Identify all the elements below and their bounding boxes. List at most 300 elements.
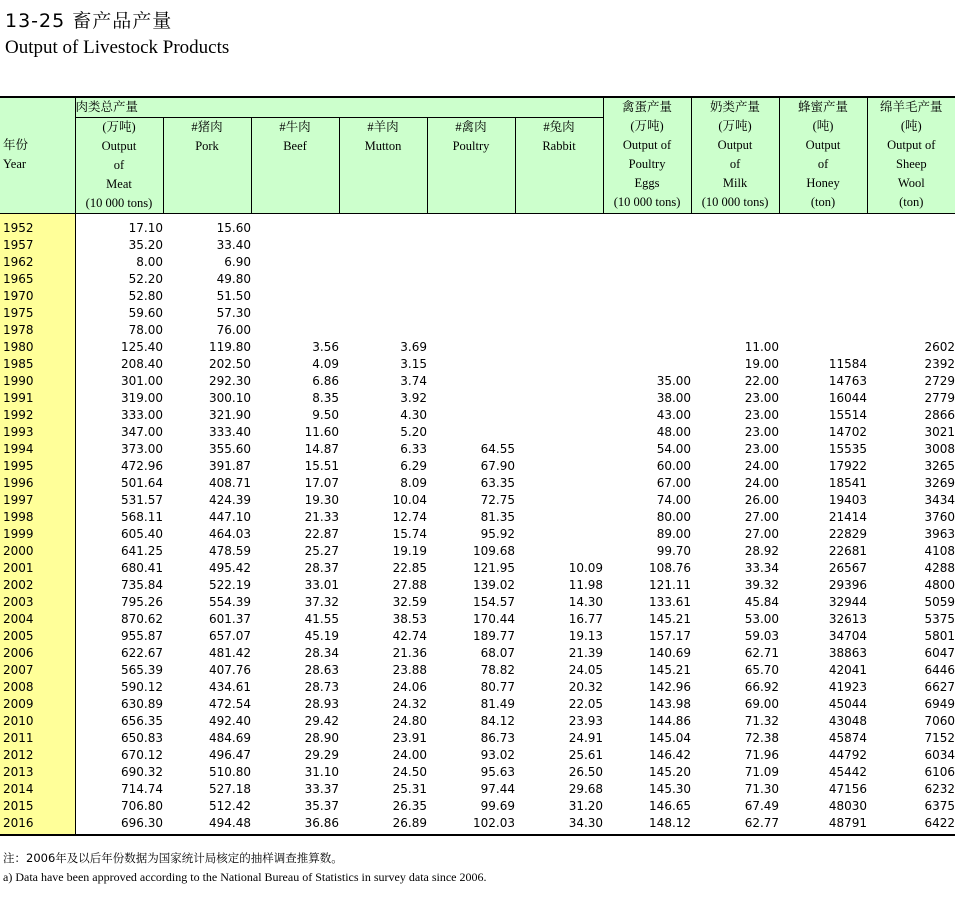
cell-beef: 9.50	[312, 408, 339, 422]
cell-poultry	[427, 390, 515, 407]
table-row	[0, 475, 955, 492]
cell-wool: 3434	[924, 493, 956, 507]
cell-eggs: 145.21	[649, 612, 692, 626]
cell-pork: 15.60	[216, 221, 251, 235]
cell-year: 1985	[0, 356, 75, 373]
table-row	[0, 407, 955, 424]
cell-poultry: 68.07	[480, 646, 515, 660]
cell-pork: 57.30	[216, 306, 251, 320]
cell-pork: 481.42	[209, 646, 251, 660]
cell-year: 1996	[0, 475, 75, 492]
cell-honey	[779, 339, 867, 356]
cell-wool: 3760	[924, 510, 956, 524]
cell-meat: 650.83	[121, 731, 163, 745]
cell-beef: 6.86	[312, 374, 339, 388]
table-row	[0, 356, 955, 373]
cell-rabbit	[515, 271, 603, 288]
cell-year: 2003	[0, 594, 75, 611]
cell-poultry: 67.90	[480, 459, 515, 473]
cell-year: 1995	[0, 458, 75, 475]
cell-honey: 26567	[828, 561, 868, 575]
table-row	[0, 271, 955, 288]
cell-wool: 6446	[924, 663, 956, 677]
cell-pork: 447.10	[209, 510, 251, 524]
cell-honey	[779, 214, 867, 238]
cell-beef: 22.87	[304, 527, 339, 541]
cell-poultry: 64.55	[480, 442, 515, 456]
cell-pork: 495.42	[209, 561, 251, 575]
cell-poultry: 81.35	[480, 510, 515, 524]
cell-honey: 43048	[828, 714, 868, 728]
cell-rabbit: 26.50	[568, 765, 604, 779]
cell-milk: 45.84	[744, 595, 780, 609]
cell-wool: 6422	[867, 815, 955, 835]
cell-honey	[779, 305, 867, 322]
cell-mutton: 3.15	[400, 357, 427, 371]
cell-milk: 28.92	[744, 544, 780, 558]
cell-eggs: 89.00	[656, 527, 692, 541]
cell-pork: 554.39	[209, 595, 251, 609]
cell-pork: 492.40	[209, 714, 251, 728]
header-meat-total: (万吨) Output of Meat (10 000 tons)	[75, 118, 163, 214]
cell-rabbit: 31.20	[568, 799, 604, 813]
cell-honey: 34704	[828, 629, 868, 643]
cell-honey	[779, 237, 867, 254]
cell-milk: 71.96	[744, 748, 780, 762]
table-row	[0, 458, 955, 475]
cell-meat: 735.84	[121, 578, 163, 592]
table-row	[0, 214, 955, 238]
cell-milk: 24.00	[744, 459, 780, 473]
cell-honey: 45044	[828, 697, 868, 711]
table-row	[0, 254, 955, 271]
table-row	[0, 662, 955, 679]
cell-mutton: 24.06	[392, 680, 427, 694]
cell-year: 1998	[0, 509, 75, 526]
cell-mutton: 26.35	[392, 799, 427, 813]
cell-eggs: 142.96	[649, 680, 692, 694]
cell-mutton: 3.69	[400, 340, 427, 354]
cell-mutton: 27.88	[392, 578, 427, 592]
cell-beef: 15.51	[304, 459, 339, 473]
cell-milk: 67.49	[744, 799, 780, 813]
cell-wool: 3269	[924, 476, 956, 490]
cell-poultry: 109.68	[473, 544, 515, 558]
cell-beef: 28.90	[304, 731, 339, 745]
cell-meat: 347.00	[121, 425, 163, 439]
cell-milk: 27.00	[744, 510, 780, 524]
cell-mutton: 23.88	[392, 663, 427, 677]
cell-milk: 19.00	[744, 357, 780, 371]
cell-beef: 35.37	[304, 799, 339, 813]
cell-poultry: 72.75	[480, 493, 515, 507]
cell-milk: 23.00	[744, 442, 780, 456]
cell-wool: 3021	[924, 425, 956, 439]
cell-rabbit	[515, 509, 603, 526]
cell-beef: 28.93	[304, 697, 339, 711]
cell-eggs: 54.00	[656, 442, 692, 456]
cell-eggs: 35.00	[656, 374, 692, 388]
cell-rabbit: 19.13	[568, 629, 604, 643]
cell-honey: 38863	[828, 646, 868, 660]
cell-meat: 52.20	[128, 272, 163, 286]
cell-year: 1997	[0, 492, 75, 509]
cell-wool: 5801	[924, 629, 956, 643]
cell-poultry: 86.73	[480, 731, 515, 745]
cell-year: 2007	[0, 662, 75, 679]
cell-rabbit: 10.09	[568, 561, 604, 575]
cell-rabbit	[515, 322, 603, 339]
cell-poultry: 99.69	[480, 799, 515, 813]
cell-eggs: 133.61	[649, 595, 692, 609]
cell-eggs: 146.42	[649, 748, 692, 762]
table-row	[0, 237, 955, 254]
cell-wool: 6232	[924, 782, 956, 796]
cell-mutton	[339, 254, 427, 271]
cell-eggs	[603, 339, 691, 356]
cell-year: 1980	[0, 339, 75, 356]
cell-pork: 292.30	[209, 374, 251, 388]
cell-pork: 424.39	[209, 493, 251, 507]
cell-pork: 333.40	[209, 425, 251, 439]
cell-milk: 69.00	[744, 697, 780, 711]
cell-milk: 59.03	[744, 629, 780, 643]
table-row	[0, 815, 955, 835]
header-year: 年份 Year	[0, 97, 75, 214]
cell-rabbit	[515, 254, 603, 271]
cell-pork: 484.69	[209, 731, 251, 745]
cell-wool: 4288	[924, 561, 956, 575]
cell-eggs: 145.04	[649, 731, 692, 745]
cell-wool	[867, 237, 955, 254]
cell-meat: 125.40	[121, 340, 163, 354]
cell-wool	[867, 214, 955, 238]
cell-rabbit	[515, 339, 603, 356]
cell-honey: 22681	[828, 544, 868, 558]
header-wool: 绵羊毛产量 (吨) Output of Sheep Wool (ton)	[867, 97, 955, 214]
cell-beef: 4.09	[312, 357, 339, 371]
cell-beef	[251, 214, 339, 238]
cell-year: 2014	[0, 781, 75, 798]
cell-milk: 62.77	[691, 815, 779, 835]
cell-rabbit: 24.05	[568, 663, 604, 677]
cell-beef: 33.01	[304, 578, 339, 592]
cell-rabbit	[515, 237, 603, 254]
cell-meat: 565.39	[121, 663, 163, 677]
cell-wool: 3008	[924, 442, 956, 456]
cell-milk: 23.00	[744, 408, 780, 422]
cell-honey	[779, 254, 867, 271]
cell-milk: 22.00	[744, 374, 780, 388]
cell-pork: 472.54	[209, 697, 251, 711]
cell-beef: 28.73	[304, 680, 339, 694]
cell-eggs: 146.65	[649, 799, 692, 813]
table-row	[0, 560, 955, 577]
table-row	[0, 424, 955, 441]
cell-mutton	[339, 214, 427, 238]
cell-beef: 21.33	[304, 510, 339, 524]
cell-poultry	[427, 214, 515, 238]
cell-wool: 6949	[924, 697, 956, 711]
cell-honey: 14702	[828, 425, 868, 439]
cell-meat: 78.00	[128, 323, 163, 337]
cell-eggs: 145.30	[649, 782, 692, 796]
cell-rabbit	[515, 424, 603, 441]
cell-eggs	[603, 288, 691, 305]
cell-milk	[691, 322, 779, 339]
cell-eggs	[603, 356, 691, 373]
cell-milk: 27.00	[744, 527, 780, 541]
cell-rabbit	[515, 373, 603, 390]
cell-year: 1999	[0, 526, 75, 543]
cell-mutton: 3.92	[400, 391, 427, 405]
cell-meat: 59.60	[128, 306, 163, 320]
cell-milk	[691, 305, 779, 322]
cell-wool: 6375	[924, 799, 956, 813]
cell-rabbit	[515, 305, 603, 322]
cell-year: 1970	[0, 288, 75, 305]
cell-eggs: 145.20	[649, 765, 692, 779]
cell-honey: 11584	[828, 357, 868, 371]
table-row	[0, 628, 955, 645]
header-rabbit: #兔肉 Rabbit	[515, 118, 603, 214]
cell-meat: 714.74	[121, 782, 163, 796]
cell-beef: 29.42	[304, 714, 339, 728]
cell-milk: 33.34	[744, 561, 780, 575]
cell-meat: 319.00	[121, 391, 163, 405]
cell-eggs: 74.00	[656, 493, 692, 507]
cell-milk: 26.00	[744, 493, 780, 507]
cell-poultry: 139.02	[473, 578, 515, 592]
cell-pork: 119.80	[209, 340, 251, 354]
table-row	[0, 764, 955, 781]
cell-beef: 28.34	[304, 646, 339, 660]
header-beef: #牛肉 Beef	[251, 118, 339, 214]
table-row	[0, 696, 955, 713]
header-pork: #猪肉 Pork	[163, 118, 251, 214]
cell-honey: 17922	[828, 459, 868, 473]
cell-meat: 568.11	[121, 510, 163, 524]
cell-honey: 21414	[828, 510, 868, 524]
cell-wool	[867, 271, 955, 288]
cell-year: 2000	[0, 543, 75, 560]
cell-honey: 15535	[828, 442, 868, 456]
cell-honey: 32613	[828, 612, 868, 626]
cell-rabbit	[515, 492, 603, 509]
cell-beef: 3.56	[312, 340, 339, 354]
cell-rabbit: 21.39	[568, 646, 604, 660]
cell-eggs: 145.21	[649, 663, 692, 677]
table-row	[0, 747, 955, 764]
table-row	[0, 339, 955, 356]
cell-poultry	[427, 339, 515, 356]
cell-pork: 6.90	[224, 255, 251, 269]
cell-beef: 36.86	[251, 815, 339, 835]
cell-year: 2012	[0, 747, 75, 764]
cell-beef: 8.35	[312, 391, 339, 405]
cell-wool: 3265	[924, 459, 956, 473]
cell-poultry	[427, 322, 515, 339]
cell-year: 2008	[0, 679, 75, 696]
cell-poultry	[427, 424, 515, 441]
cell-milk: 23.00	[744, 425, 780, 439]
cell-mutton: 3.74	[400, 374, 427, 388]
cell-milk	[691, 288, 779, 305]
cell-mutton: 12.74	[392, 510, 427, 524]
cell-poultry: 84.12	[480, 714, 515, 728]
cell-beef: 25.27	[304, 544, 339, 558]
cell-year: 1994	[0, 441, 75, 458]
cell-year: 1991	[0, 390, 75, 407]
cell-eggs: 121.11	[649, 578, 692, 592]
cell-honey: 45442	[828, 765, 868, 779]
cell-rabbit: 34.30	[515, 815, 603, 835]
cell-meat: 208.40	[121, 357, 163, 371]
table-row	[0, 509, 955, 526]
cell-meat: 656.35	[121, 714, 163, 728]
cell-mutton	[339, 305, 427, 322]
cell-meat: 696.30	[75, 815, 163, 835]
cell-poultry	[427, 407, 515, 424]
table-row	[0, 611, 955, 628]
cell-pork: 512.42	[209, 799, 251, 813]
table-row	[0, 322, 955, 339]
cell-poultry: 78.82	[480, 663, 515, 677]
cell-eggs: 80.00	[656, 510, 692, 524]
cell-poultry	[427, 305, 515, 322]
cell-pork: 657.07	[209, 629, 251, 643]
cell-mutton	[339, 271, 427, 288]
cell-milk: 62.71	[744, 646, 780, 660]
cell-mutton: 15.74	[392, 527, 427, 541]
cell-meat: 8.00	[136, 255, 163, 269]
cell-wool: 6627	[924, 680, 956, 694]
cell-mutton: 4.30	[400, 408, 427, 422]
cell-milk: 11.00	[744, 340, 780, 354]
cell-rabbit	[515, 288, 603, 305]
cell-beef: 17.07	[304, 476, 339, 490]
cell-meat: 373.00	[121, 442, 163, 456]
cell-eggs: 148.12	[603, 815, 691, 835]
cell-rabbit	[515, 526, 603, 543]
cell-meat: 670.12	[121, 748, 163, 762]
cell-mutton: 24.50	[392, 765, 427, 779]
cell-milk: 23.00	[744, 391, 780, 405]
cell-wool: 6034	[924, 748, 956, 762]
cell-honey: 41923	[828, 680, 868, 694]
cell-milk: 71.32	[744, 714, 780, 728]
cell-eggs	[603, 254, 691, 271]
cell-year: 1957	[0, 237, 75, 254]
cell-eggs	[603, 305, 691, 322]
cell-beef: 45.19	[304, 629, 339, 643]
cell-meat: 605.40	[121, 527, 163, 541]
cell-honey: 47156	[828, 782, 868, 796]
cell-wool	[867, 305, 955, 322]
cell-honey	[779, 322, 867, 339]
header-honey: 蜂蜜产量 (吨) Output of Honey (ton)	[779, 97, 867, 214]
table-row	[0, 713, 955, 730]
cell-rabbit	[515, 458, 603, 475]
cell-rabbit	[515, 407, 603, 424]
cell-beef: 31.10	[304, 765, 339, 779]
cell-milk: 72.38	[744, 731, 780, 745]
cell-milk	[691, 271, 779, 288]
cell-honey	[779, 271, 867, 288]
cell-meat: 35.20	[128, 238, 163, 252]
cell-milk: 39.32	[744, 578, 780, 592]
cell-wool: 2602	[924, 340, 956, 354]
cell-year: 1962	[0, 254, 75, 271]
cell-meat: 501.64	[121, 476, 163, 490]
cell-wool: 2779	[924, 391, 956, 405]
cell-pork: 496.47	[209, 748, 251, 762]
cell-wool: 2866	[924, 408, 956, 422]
cell-pork: 202.50	[209, 357, 251, 371]
cell-eggs: 60.00	[656, 459, 692, 473]
cell-year: 1990	[0, 373, 75, 390]
cell-pork: 434.61	[209, 680, 251, 694]
cell-mutton: 19.19	[392, 544, 427, 558]
table-row	[0, 492, 955, 509]
cell-beef	[251, 237, 339, 254]
cell-milk: 66.92	[744, 680, 780, 694]
cell-wool: 6047	[924, 646, 956, 660]
footnote-en: a) Data have been approved according to the National Bureau of Statistics in survey data since 2006.	[3, 870, 487, 884]
cell-mutton: 6.29	[400, 459, 427, 473]
cell-year: 2005	[0, 628, 75, 645]
cell-pork: 49.80	[216, 272, 251, 286]
cell-wool: 4800	[924, 578, 956, 592]
cell-year: 2011	[0, 730, 75, 747]
cell-mutton	[339, 288, 427, 305]
cell-beef: 14.87	[304, 442, 339, 456]
cell-pork: 522.19	[209, 578, 251, 592]
cell-mutton	[339, 237, 427, 254]
cell-honey: 19403	[828, 493, 868, 507]
cell-poultry: 95.63	[480, 765, 515, 779]
cell-eggs	[603, 271, 691, 288]
cell-mutton: 24.32	[392, 697, 427, 711]
cell-year: 1992	[0, 407, 75, 424]
cell-milk: 24.00	[744, 476, 780, 490]
cell-mutton: 38.53	[392, 612, 427, 626]
cell-eggs: 144.86	[649, 714, 692, 728]
header-meat-group: 肉类总产量	[75, 97, 603, 118]
cell-poultry: 97.44	[480, 782, 515, 796]
cell-beef: 11.60	[304, 425, 339, 439]
cell-pork: 494.48	[163, 815, 251, 835]
cell-poultry: 154.57	[473, 595, 515, 609]
cell-pork: 464.03	[209, 527, 251, 541]
cell-beef	[251, 305, 339, 322]
cell-poultry: 81.49	[480, 697, 515, 711]
cell-meat: 17.10	[128, 221, 163, 235]
cell-wool	[867, 322, 955, 339]
cell-mutton: 5.20	[400, 425, 427, 439]
cell-mutton: 22.85	[392, 561, 427, 575]
cell-wool: 4108	[924, 544, 956, 558]
cell-year: 2006	[0, 645, 75, 662]
table-body	[0, 214, 955, 836]
header-mutton: #羊肉 Mutton	[339, 118, 427, 214]
cell-rabbit	[515, 214, 603, 238]
cell-rabbit: 24.91	[568, 731, 604, 745]
cell-wool	[867, 254, 955, 271]
cell-mutton: 42.74	[392, 629, 427, 643]
cell-mutton: 26.89	[339, 815, 427, 835]
cell-beef	[251, 322, 339, 339]
